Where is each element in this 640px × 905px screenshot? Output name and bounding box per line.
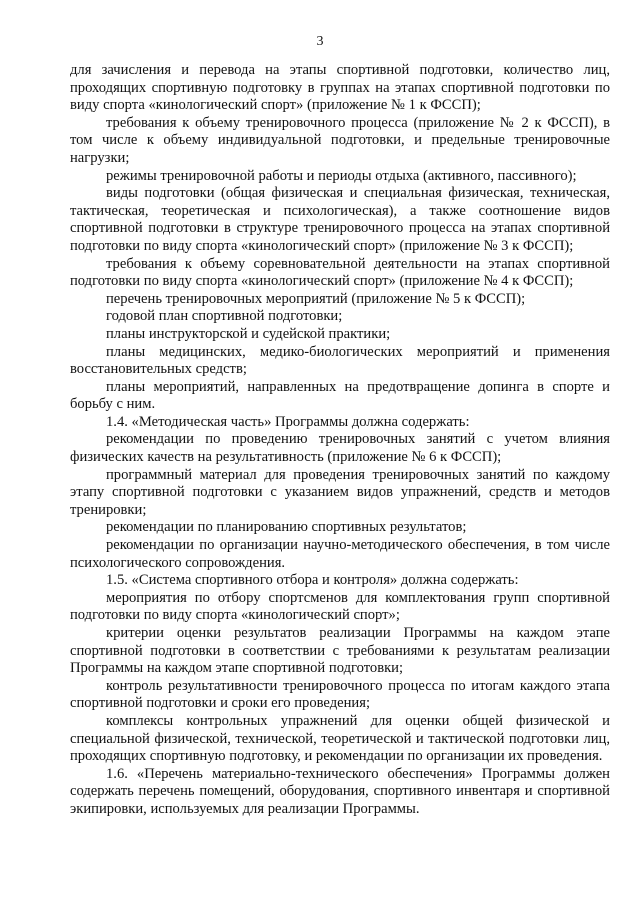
paragraph-14: рекомендации по планированию спортивных результатов; [106, 519, 467, 536]
paragraph-8: планы инструкторской и судейской практики; [106, 325, 391, 342]
document-body [70, 62, 610, 819]
paragraph-3: режимы тренировочной работы и периоды отдыха (активного, пассивного); [106, 167, 577, 184]
paragraph-7: годовой план спортивной подготовки; [106, 308, 343, 325]
paragraph-15: рекомендации по организации научно-методического обеспечения, в том числе психологического сопровождения. [70, 537, 610, 571]
paragraph-10: планы мероприятий, направленных на предотвращение допинга в спорте и борьбу с ним. [70, 378, 610, 413]
section-heading-1-4: 1.4. «Методическая часть» Программы должна содержать: [106, 413, 470, 430]
paragraph-1: для зачисления и перевода на этапы спортивной подготовки, количество лиц, проходящих спортивную подготовку в группах на этапах спортивной подготовки по виду спорта «кинологический спорт» (приложение № 1 к ФССП); [70, 62, 610, 114]
paragraph-2: требования к объему тренировочного процесса (приложение № 2 к ФССП), в том числе к объему индивидуальной подготовки, и предельные тренировочные нагрузки; [70, 114, 610, 166]
paragraph-9: планы медицинских, медико-биологических мероприятий и применения восстановительных средств; [70, 343, 610, 378]
paragraph-17: мероприятия по отбору спортсменов для комплектования групп спортивной подготовки по виду спорта «кинологический спорт»; [70, 589, 610, 624]
paragraph-13: программный материал для проведения тренировочных занятий по каждому этапу спортивной подготовки с указанием видов упражнений, средств и методов тренировки; [70, 466, 610, 518]
page-number: 3 [316, 34, 324, 49]
paragraph-4: виды подготовки (общая физическая и специальная физическая, техническая, тактическая, теоретическая и психологическая), а также соотношение видов спортивной подготовки в структуре тренировочного процесса на этапах спортивной подготовки по виду спорта «кинологический спорт» (приложение № 3 к ФССП); [70, 185, 610, 254]
section-heading-1-6: 1.6. «Перечень материально-технического обеспечения» Программы должен содержать перечень помещений, оборудования, спортивного инвентаря и спортивной экипировки, используемых для реализации Программы. [70, 765, 610, 817]
paragraph-5: требования к объему соревновательной деятельности на этапах спортивной подготовки по виду спорта «кинологический спорт» (приложение № 4 к ФССП); [70, 255, 610, 290]
paragraph-20: комплексы контрольных упражнений для оценки общей физической и специальной физической, технической, теоретической и тактической подготовки лиц, проходящих спортивную подготовку, и рекомендации по организации их проведения. [70, 712, 610, 765]
section-heading-1-5: 1.5. «Система спортивного отбора и контроля» должна содержать: [106, 572, 519, 589]
paragraph-18: критерии оценки результатов реализации Программы на каждом этапе спортивной подготовки в соответствии с требованиями к результатам реализации Программы на каждом этапе спортивной подготовки; [70, 625, 610, 677]
paragraph-12: рекомендации по проведению тренировочных занятий с учетом влияния физических качеств на результативность (приложение № 6 к ФССП); [70, 431, 610, 466]
paragraph-6: перечень тренировочных мероприятий (приложение № 5 к ФССП); [106, 290, 526, 307]
paragraph-19: контроль результативности тренировочного процесса по итогам каждого этапа спортивной подготовки и сроки его проведения; [70, 677, 610, 712]
